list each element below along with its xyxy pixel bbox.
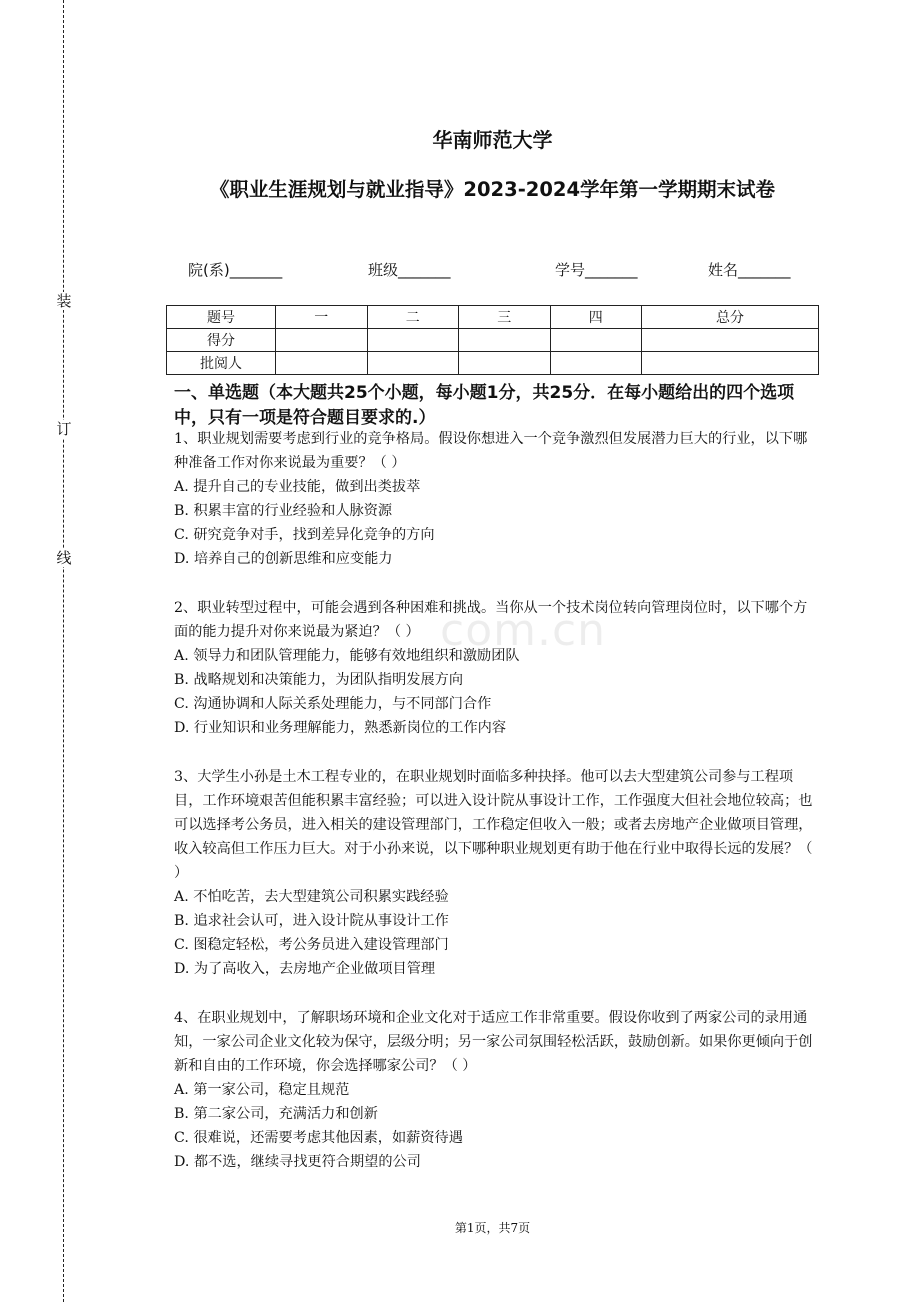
question-stem: 3、大学生小孙是土木工程专业的，在职业规划时面临多种抉择。他可以去大型建筑公司参与工程项目，工作环境艰苦但能积累丰富经验；可以进入设计院从事设计工作，工作强度大但社会地位较高；也可以选择考公务员，进入相关的建设管理部门，工作稳定但收入一般；或者去房地产企业做项目管理，收入较高但工作压力巨大。对于小孙来说，以下哪种职业规划更有助于他在行业中取得长远的发展？（ ） <box>174 769 813 881</box>
score-table-header-row <box>167 306 819 329</box>
question-4 <box>174 1006 820 1174</box>
university-title: 华南师范大学 <box>432 128 553 152</box>
score-table-row <box>167 329 819 352</box>
score-table <box>166 305 819 375</box>
option-b: B. 战略规划和决策能力，为团队指明发展方向 <box>174 672 464 688</box>
binding-char-xian: 线 <box>56 549 72 567</box>
option-b: B. 积累丰富的行业经验和人脉资源 <box>174 503 393 519</box>
exam-title: 《职业生涯规划与就业指导》2023-2024学年第一学期期末试卷 <box>209 178 776 201</box>
option-b: B. 追求社会认可，进入设计院从事设计工作 <box>174 913 449 929</box>
section1-heading: 一、单选题（本大题共25个小题，每小题1分，共25分．在每小题给出的四个选项中，只有一项是符合题目要求的.） <box>174 383 795 428</box>
info-name: 姓名_______ <box>708 261 791 279</box>
score-cell <box>276 352 368 375</box>
score-header-cell: 一 <box>276 306 368 329</box>
question-3 <box>174 765 820 981</box>
score-cell <box>276 329 368 352</box>
score-cell <box>367 352 459 375</box>
option-a: A. 第一家公司，稳定且规范 <box>174 1082 350 1098</box>
score-cell <box>642 329 819 352</box>
option-c: C. 研究竞争对手，找到差异化竞争的方向 <box>174 527 435 543</box>
info-student-id: 学号_______ <box>555 261 638 279</box>
option-d: D. 培养自己的创新思维和应变能力 <box>174 551 393 567</box>
question-2 <box>174 596 820 740</box>
option-c: C. 图稳定轻松，考公务员进入建设管理部门 <box>174 937 449 953</box>
info-department: 院(系)_______ <box>188 261 283 279</box>
score-cell <box>459 352 551 375</box>
binding-char-ding: 订 <box>56 420 72 438</box>
score-header-cell: 二 <box>367 306 459 329</box>
score-header-cell: 四 <box>550 306 642 329</box>
option-c: C. 沟通协调和人际关系处理能力，与不同部门合作 <box>174 696 492 712</box>
option-a: A. 提升自己的专业技能，做到出类拔萃 <box>174 479 421 495</box>
page-footer: 第1页，共7页 <box>454 1221 531 1235</box>
question-1 <box>174 427 820 571</box>
score-row-label: 批阅人 <box>167 352 276 375</box>
question-stem: 2、职业转型过程中，可能会遇到各种困难和挑战。当你从一个技术岗位转向管理岗位时，以下哪个方面的能力提升对你来说最为紧迫？（ ） <box>174 600 808 640</box>
option-a: A. 领导力和团队管理能力，能够有效地组织和激励团队 <box>174 648 520 664</box>
binding-char-zhuang: 装 <box>56 292 72 310</box>
score-table-row <box>167 352 819 375</box>
score-header-cell: 总分 <box>642 306 819 329</box>
question-stem: 1、职业规划需要考虑到行业的竞争格局。假设你想进入一个竞争激烈但发展潜力巨大的行业，以下哪种准备工作对你来说最为重要？（ ） <box>174 431 808 471</box>
info-class: 班级_______ <box>368 261 451 279</box>
option-a: A. 不怕吃苦，去大型建筑公司积累实践经验 <box>174 889 449 905</box>
score-row-label: 得分 <box>167 329 276 352</box>
score-cell <box>642 352 819 375</box>
score-cell <box>459 329 551 352</box>
score-header-cell: 三 <box>459 306 551 329</box>
option-b: B. 第二家公司，充满活力和创新 <box>174 1106 378 1122</box>
option-d: D. 行业知识和业务理解能力，熟悉新岗位的工作内容 <box>174 720 507 736</box>
question-stem: 4、在职业规划中，了解职场环境和企业文化对于适应工作非常重要。假设你收到了两家公司的录用通知，一家公司企业文化较为保守，层级分明；另一家公司氛围轻松活跃，鼓励创新。如果你更倾向于创新和自由的工作环境，你会选择哪家公司？（ ） <box>174 1010 813 1074</box>
option-d: D. 为了高收入，去房地产企业做项目管理 <box>174 961 436 977</box>
score-cell <box>550 329 642 352</box>
score-cell <box>367 329 459 352</box>
option-c: C. 很难说，还需要考虑其他因素，如薪资待遇 <box>174 1130 463 1146</box>
watermark: com.cn <box>440 605 607 656</box>
option-d: D. 都不选，继续寻找更符合期望的公司 <box>174 1154 421 1170</box>
score-cell <box>550 352 642 375</box>
score-header-cell: 题号 <box>167 306 276 329</box>
